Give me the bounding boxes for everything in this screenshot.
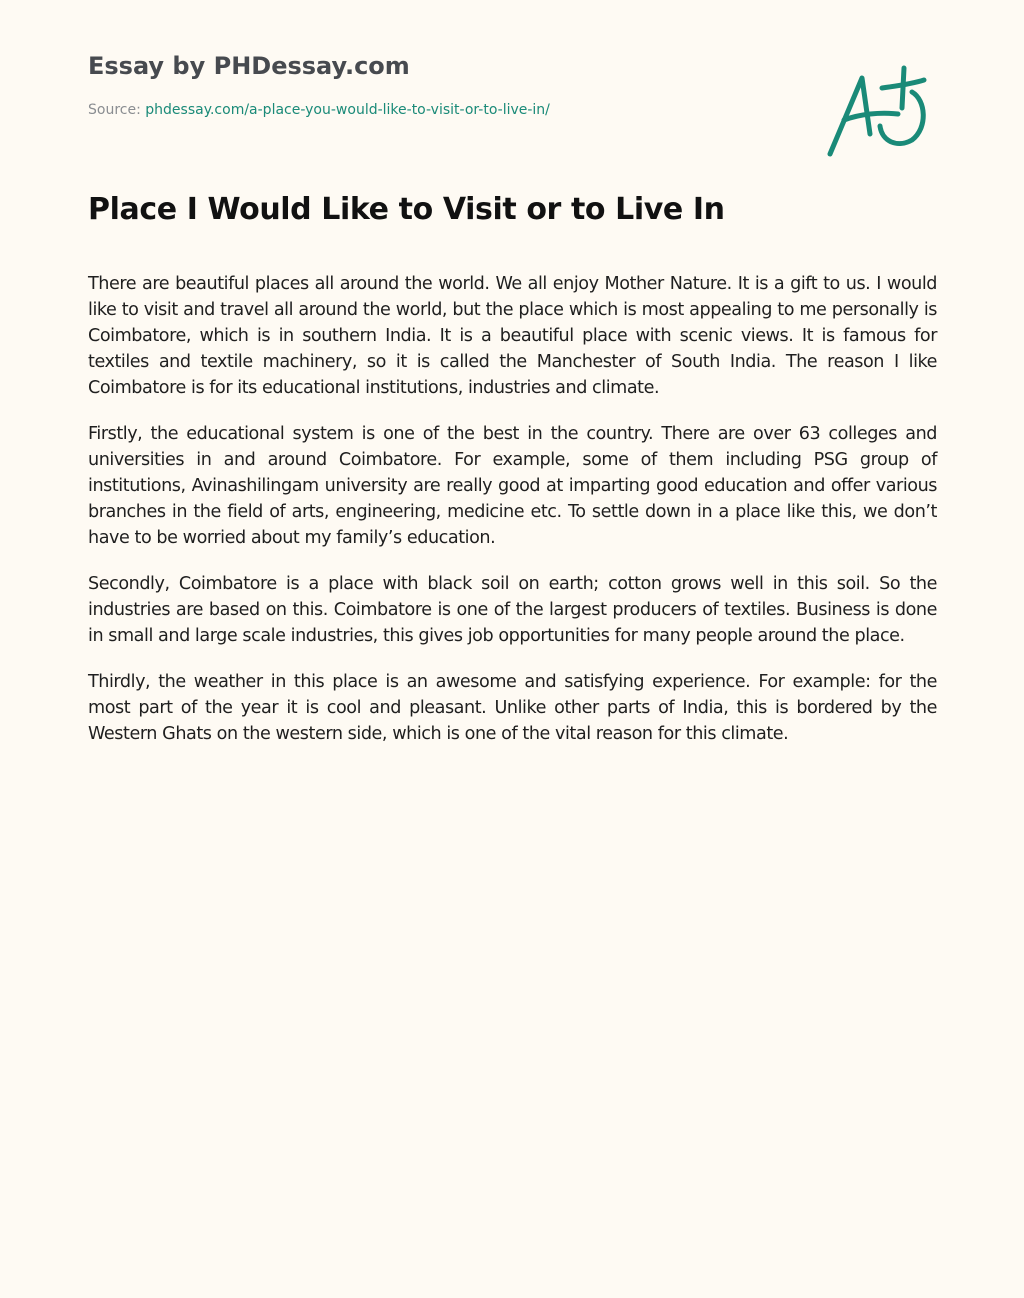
page-header bbox=[88, 48, 788, 120]
source-link[interactable]: phdessay.com/a-place-you-would-like-to-visit-or-to-live-in/ bbox=[145, 102, 550, 118]
essay-paragraph-2: Firstly, the educational system is one of the best in the country. There are over 63 colleges and universities in and around Coimbatore. For example, some of them including PSG group of institutions, Avinashilingam university are really good at imparting good education and offer various branches in the field of arts, engineering, medicine etc. To settle down in a place like this, we don’t have to be worried about my family’s education. bbox=[88, 424, 937, 548]
a-plus-logo-icon bbox=[820, 64, 930, 160]
essay-paragraph-4: Thirdly, the weather in this place is an awesome and satisfying experience. For example: for the most part of the year it is cool and pleasant. Unlike other parts of India, this is bordered by the Western Ghats on the western side, which is one of the vital reason for this climate. bbox=[88, 672, 937, 744]
essay-paragraph-3: Secondly, Coimbatore is a place with black soil on earth; cotton grows well in this soil. So the industries are based on this. Coimbatore is one of the largest producers of textiles. Business is done in small and large scale industries, this gives job opportunities for many people around the place. bbox=[88, 574, 937, 646]
essay-title: Place I Would Like to Visit or to Live In bbox=[88, 192, 725, 227]
source-label: Source: bbox=[88, 102, 141, 118]
essay-paragraph-1: There are beautiful places all around the world. We all enjoy Mother Nature. It is a gift to us. I would like to visit and travel all around the world, but the place which is most appealing to me personally is Coimbatore, which is in southern India. It is a beautiful place with scenic views. It is famous for textiles and textile machinery, so it is called the Manchester of South India. The reason I like Coimbatore is for its educational institutions, industries and climate. bbox=[88, 274, 937, 398]
brand-title: Essay by PHDessay.com bbox=[88, 52, 410, 80]
essay-body bbox=[88, 271, 937, 767]
source-line bbox=[88, 100, 788, 120]
